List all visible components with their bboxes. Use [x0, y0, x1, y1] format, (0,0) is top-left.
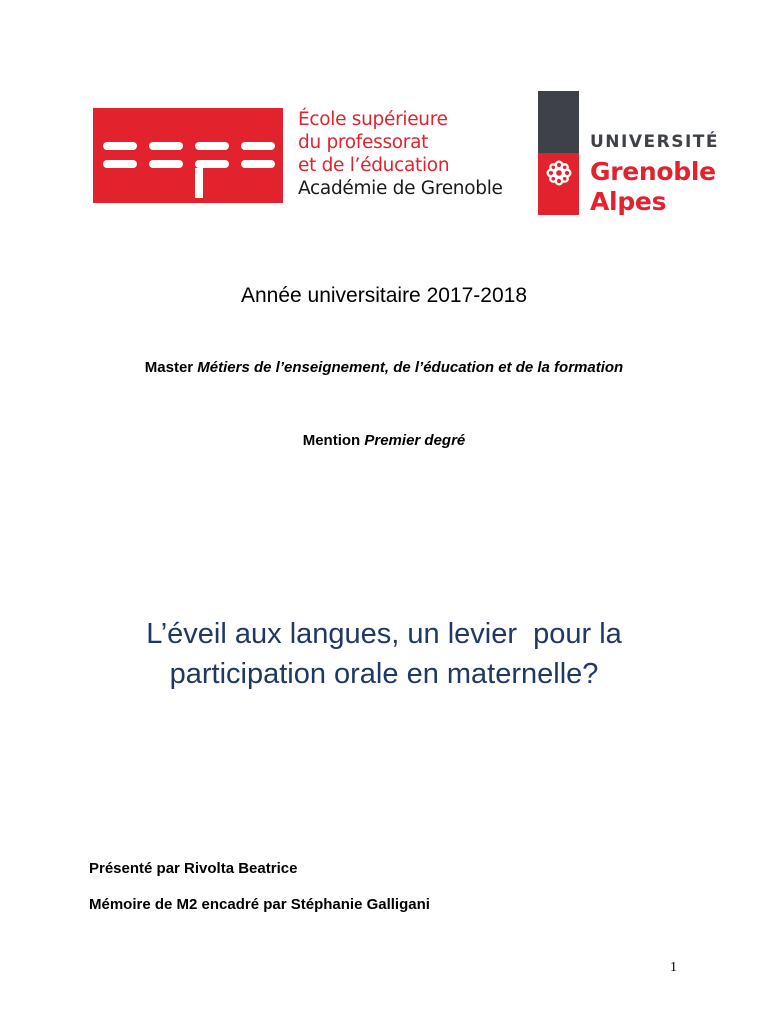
uga-bar-top — [538, 91, 579, 153]
espe-text — [298, 108, 503, 200]
master-line — [0, 359, 768, 376]
espe-line-1: École supérieure — [298, 109, 448, 130]
uga-alpes: Alpes — [590, 187, 667, 216]
master-name: Métiers de l’enseignement, de l’éducation et de la formation — [197, 359, 624, 376]
espe-logo — [93, 108, 503, 203]
thesis-title — [0, 614, 768, 694]
uga-logo — [538, 91, 738, 216]
flower-icon — [546, 160, 572, 186]
espe-line-2: du professorat — [298, 132, 429, 153]
mention-prefix: Mention — [302, 432, 365, 449]
page-number: 1 — [670, 960, 677, 975]
presented-by: Présenté par Rivolta Beatrice — [89, 860, 298, 877]
academic-year: Année universitaire 2017-2018 — [240, 284, 528, 307]
supervised-by: Mémoire de M2 encadré par Stéphanie Galligani — [89, 896, 430, 913]
thesis-title-line-1: L’éveil aux langues, un levier pour la — [146, 618, 622, 650]
espe-mark — [93, 108, 283, 203]
mention-name: Premier degré — [364, 432, 466, 449]
espe-line-3: et de l’éducation — [298, 155, 450, 176]
uga-universite: UNIVERSITÉ — [590, 132, 719, 152]
master-prefix: Master — [144, 359, 198, 376]
thesis-title-line-2: participation orale en maternelle? — [169, 658, 599, 690]
uga-grenoble: Grenoble — [590, 157, 716, 186]
espe-line-4: Académie de Grenoble — [298, 178, 503, 199]
mention-line — [0, 432, 768, 449]
